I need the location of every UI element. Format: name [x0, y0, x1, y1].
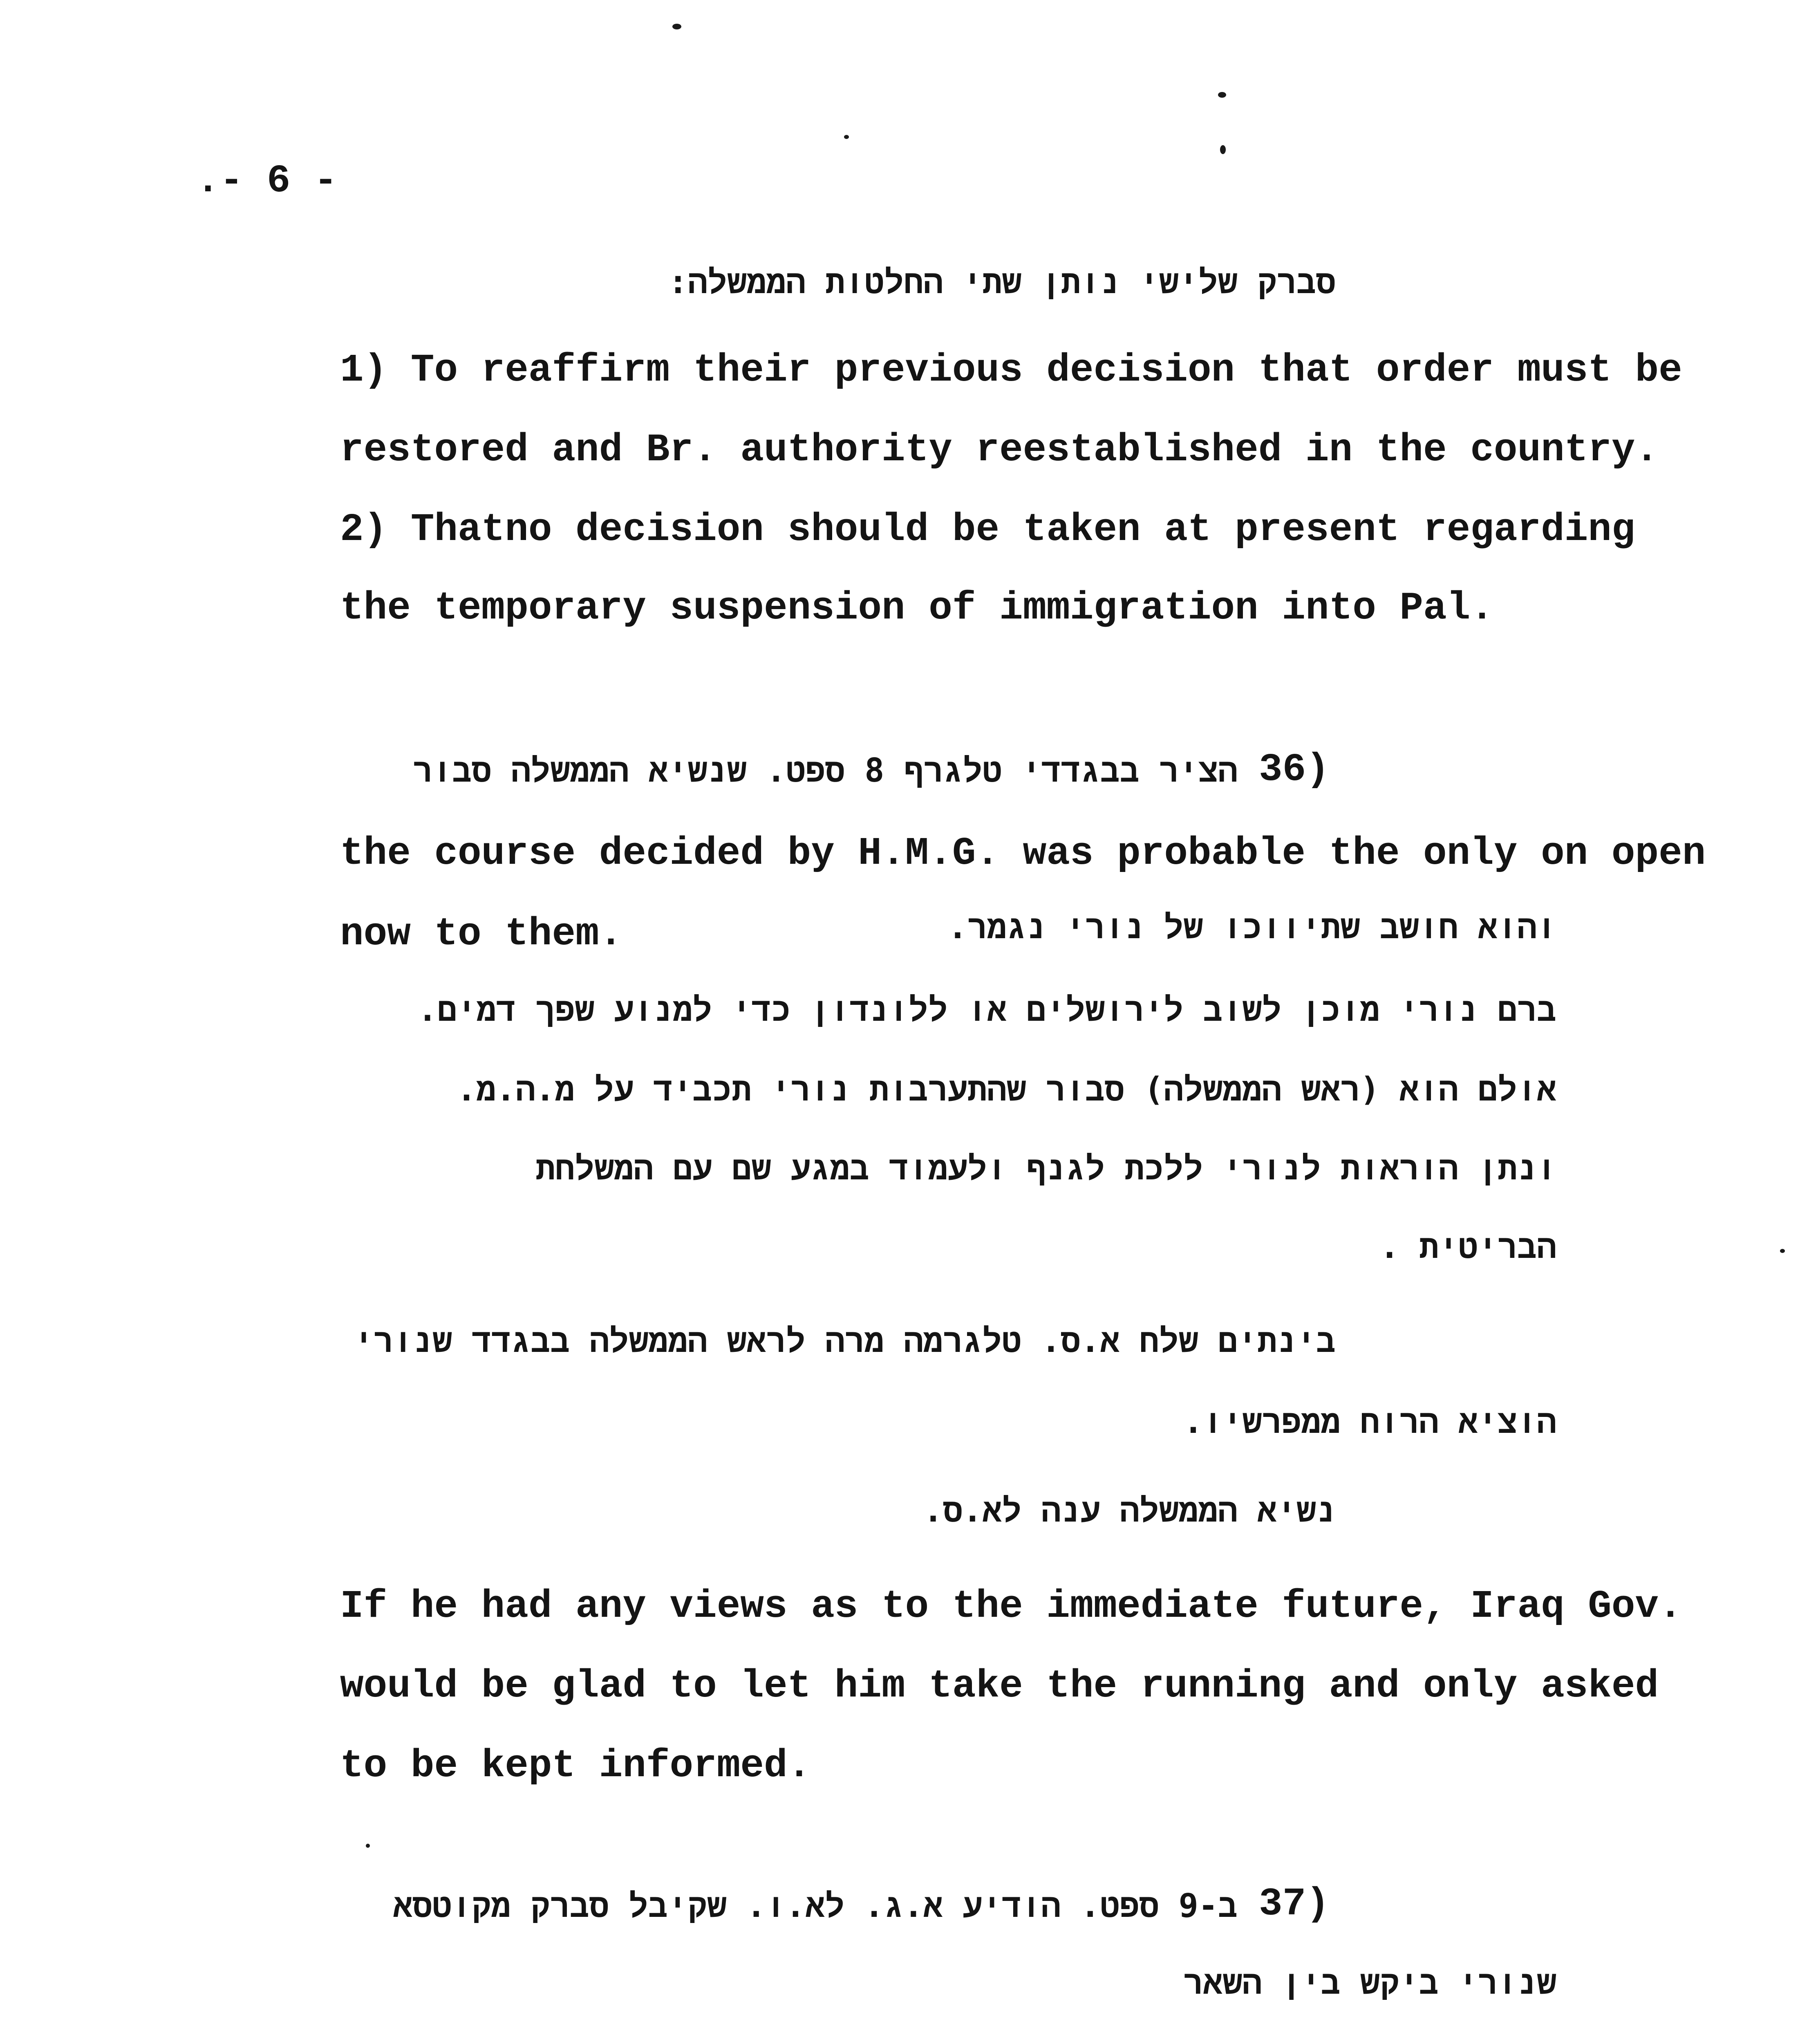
meanwhile-hebrew-line-3: נשיא הממשלה ענה לא.ס. [923, 1491, 1336, 1529]
item-37-hebrew-line-2: שנורי ביקש בין השאר [1183, 1963, 1556, 2001]
meanwhile-english-line-1: If he had any views as to the immediate future, Iraq Gov. [340, 1584, 1682, 1629]
item-36-hebrew-line-2: והוא חושב שתיווכו של נורי נגמר. [947, 908, 1556, 946]
item-37-number: 37) [1259, 1882, 1330, 1926]
meanwhile-hebrew-line-1: בינתים שלח א.ס. טלגרמה מרה לראש הממשלה בבגדד שנורי [354, 1322, 1336, 1360]
section-heading: סברק שלישי נותן שתי החלטות הממשלה: [668, 263, 1336, 301]
meanwhile-hebrew-line-2: הוציא הרוח ממפרשיו. [1183, 1403, 1556, 1441]
scan-speck [1780, 1249, 1785, 1253]
decision-item-2-line-1: 2) Thatno decision should be taken at present regarding [340, 507, 1635, 552]
decision-item-2-line-2: the temporary suspension of immigration into Pal. [340, 586, 1494, 630]
page-number: .- 6 - [196, 159, 338, 203]
scan-speck [1218, 92, 1226, 98]
scan-speck [1220, 145, 1226, 154]
item-36-english-line-2: now to them. [340, 912, 623, 956]
item-36-hebrew-intro: הציר בבגדדי טלגרף 8 ספט. שנשיא הממשלה סבור [413, 751, 1238, 789]
scan-speck [672, 24, 681, 29]
scan-speck [366, 1844, 370, 1848]
scan-speck [844, 135, 849, 139]
item-36-number: 36) [1259, 747, 1330, 792]
decision-item-1-line-1: 1) To reaffirm their previous decision that order must be [340, 348, 1682, 392]
item-36-hebrew-line-4: אולם הוא (ראש הממשלה) סבור שהתערבות נורי תכביד על מ.ה.מ. [457, 1070, 1556, 1108]
decision-item-1-line-2: restored and Br. authority reestablished in the country. [340, 428, 1659, 472]
item-36-hebrew-line-3: ברם נורי מוכן לשוב לירושלים או ללונדון כדי למנוע שפך דמים. [417, 991, 1556, 1029]
meanwhile-english-line-2: would be glad to let him take the running and only asked [340, 1664, 1659, 1708]
item-36-hebrew-line-5: ונתן הוראות לנורי ללכת לגנף ולעמוד במגע שם עם המשלחת [535, 1149, 1556, 1187]
item-37-hebrew-intro: ב-9 ספט. הודיע א.ג. לא.ו. שקיבל סברק מקוטסא [393, 1887, 1238, 1925]
item-36-english-line-1: the course decided by H.M.G. was probable the only on open [340, 831, 1706, 876]
meanwhile-english-line-3: to be kept informed. [340, 1744, 811, 1788]
item-36-hebrew-line-6: הבריטית . [1379, 1228, 1556, 1266]
